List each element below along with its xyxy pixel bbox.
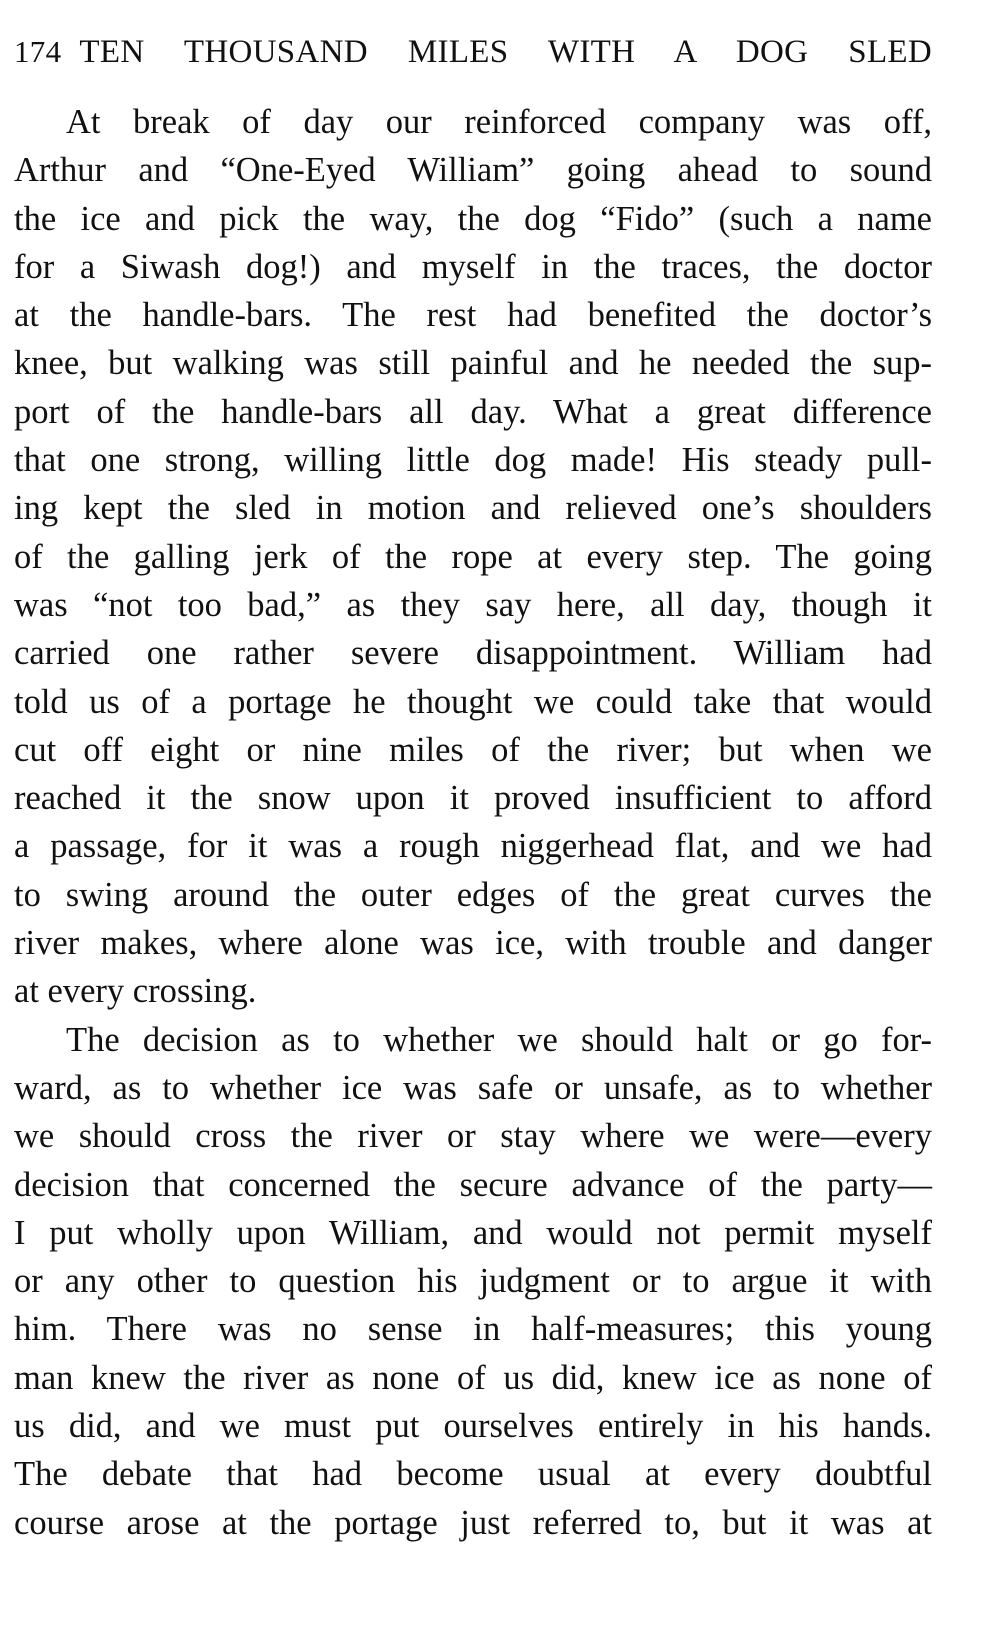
- text-line: at the handle-bars. The rest had benefited the doctor’s: [14, 296, 932, 335]
- text-line: told us of a portage he thought we could take that would: [14, 682, 932, 721]
- body-text: [14, 98, 932, 1547]
- text-line: carried one rather severe disappointment. William had: [14, 634, 932, 673]
- text-line: of the galling jerk of the rope at every step. The going: [14, 537, 932, 576]
- text-line: we should cross the river or stay where we were—every: [14, 1117, 932, 1156]
- text-line: cut off eight or nine miles of the river; but when we: [14, 730, 932, 769]
- page-number: 174: [14, 34, 62, 69]
- text-line: a passage, for it was a rough niggerhead flat, and we had: [14, 827, 932, 866]
- text-line: for a Siwash dog!) and myself in the traces, the doctor: [14, 247, 932, 286]
- running-head: [14, 30, 932, 74]
- text-line: man knew the river as none of us did, knew ice as none of: [14, 1358, 932, 1397]
- text-line: reached it the snow upon it proved insufficient to afford: [14, 779, 932, 818]
- text-line: decision that concerned the secure advance of the party—: [14, 1165, 932, 1204]
- text-line: At break of day our reinforced company was off,: [66, 103, 932, 141]
- text-line: ing kept the sled in motion and relieved one’s shoulders: [14, 489, 932, 528]
- text-line: The decision as to whether we should halt or go for-: [66, 1020, 932, 1059]
- text-line: course arose at the portage just referred to, but it was at: [14, 1503, 932, 1542]
- book-page: [14, 30, 932, 1547]
- paragraph: [14, 1016, 932, 1547]
- text-line: was “not too bad,” as they say here, all day, though it: [14, 585, 932, 624]
- text-line: the ice and pick the way, the dog “Fido” (such a name: [14, 199, 932, 238]
- paragraph: [14, 98, 932, 1016]
- text-line: knee, but walking was still painful and he needed the sup-: [14, 344, 932, 383]
- text-line: us did, and we must put ourselves entirely in his hands.: [14, 1407, 932, 1446]
- text-line: ward, as to whether ice was safe or unsafe, as to whether: [14, 1068, 932, 1107]
- text-line: river makes, where alone was ice, with trouble and danger: [14, 924, 932, 963]
- text-line: to swing around the outer edges of the great curves the: [14, 875, 932, 914]
- text-line: that one strong, willing little dog made! His steady pull-: [14, 441, 932, 480]
- text-line: The debate that had become usual at every doubtful: [14, 1455, 932, 1494]
- text-line: at every crossing.: [14, 972, 257, 1011]
- text-line: or any other to question his judgment or to argue it with: [14, 1262, 932, 1301]
- text-line: port of the handle-bars all day. What a great difference: [14, 392, 932, 431]
- text-line: him. There was no sense in half-measures; this young: [14, 1310, 932, 1349]
- text-line: I put wholly upon William, and would not permit myself: [14, 1213, 932, 1252]
- running-title: TEN THOUSAND MILES WITH A DOG SLED: [79, 34, 932, 70]
- text-line: Arthur and “One-Eyed William” going ahead to sound: [14, 151, 932, 190]
